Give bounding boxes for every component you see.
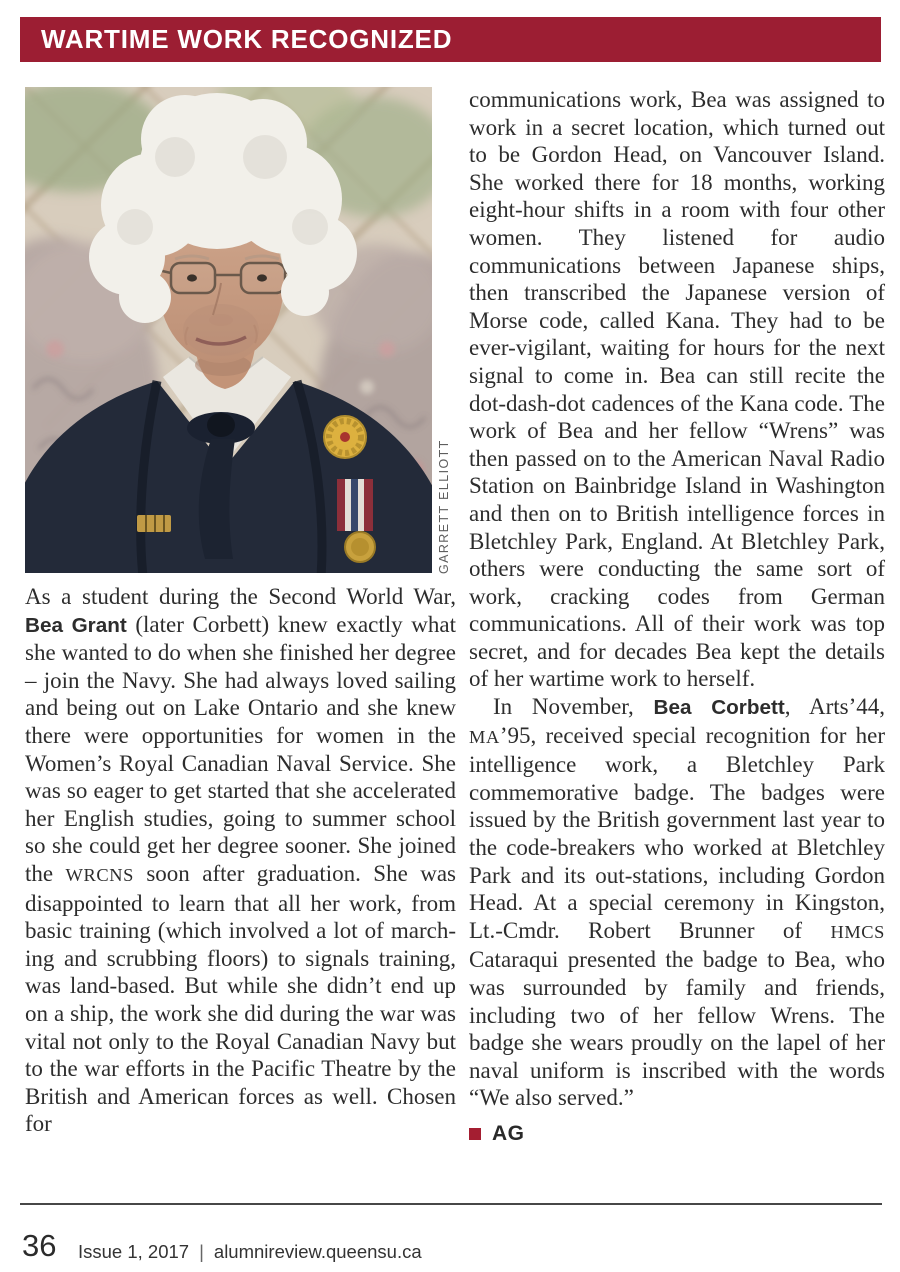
section-header-bar [20,17,881,62]
article-paragraph: communications work, Bea was assigned to work in a secret location, which turned out to be Gordon Head, on Vancouver Island. She worked there for 18 months, working eight-hour shifts in a room with four other women. They listened for audio communications between Japanese ships, then transcribed the Japanese version of Morse code, called Kana. They had to be ever-vigilant, waiting for hours for the next signal to come in. Bea can still recite the dot-dash-dot cadences of the Kana code. The work of Bea and her fellow “Wrens” was then passed on to the American Naval Radio Station on Bainbridge Island in Washington and then on to British intelligence forces in Bletchley Park, England. At Bletchley Park, others were conducting the same sort of work, cracking codes from German communications. All of their work was top secret, and for decades Bea kept the details of her wartime work to herself. [469,87,885,692]
byline-initials: AG [492,1121,525,1145]
section-title: WARTIME WORK RECOGNIZED [41,24,453,54]
portrait-photo [25,87,432,573]
footer-separator: | [199,1241,204,1262]
article-column-right [469,86,885,1146]
photo-credit: GARRETT ELLIOTT [437,439,451,574]
website-url: alumnireview.queensu.ca [213,1241,422,1262]
byline [469,1122,885,1146]
page-number: 36 [22,1228,57,1263]
footer-meta [78,1241,422,1263]
article-paragraph: In November, Bea Corbett, Arts’44, MA’95, received special recognition for her intelligence work, a Bletchley Park commemorative badge. The badges were issued by the British government last year to the code-breakers who worked at Bletchley Park and its out-stations, including Gordon Head. At a special ceremony in Kingston, Lt.-Cmdr. Robert Brunner of HMCS Cataraqui presented the badge to Bea, who was surrounded by family and friends, including two of her fellow Wrens. The badge she wears proudly on the lapel of her naval uniform is inscribed with the words “We also served.” [469,694,885,1111]
footer-rule [20,1203,882,1205]
portrait-figure [25,87,432,573]
byline-bullet-icon [469,1128,481,1140]
article-paragraph: As a student during the Second World War, Bea Grant (later Corbett) knew exactly what she wanted to do when she finished her degree – join the Navy. She had always loved sailing and being out on Lake Ontario and she knew there were opportunities for women in the Women’s Royal Canadian Naval Service. She was so eager to get started that she accelerated her English studies, going to summer school so she could get her degree sooner. She joined the WRCNS soon after graduation. She was disappointed to learn that all her work, from basic training (which involved a lot of marching and scrubbing floors) to signals training, was land-based. But while she didn’t end up on a ship, the work she did during the war was vital not only to the Royal Canadian Navy but to the war efforts in the Pacific Theatre by the British and American forces as well. Chosen for [25,584,456,1137]
issue-label: Issue 1, 2017 [78,1241,190,1262]
article-column-left [25,583,456,1138]
